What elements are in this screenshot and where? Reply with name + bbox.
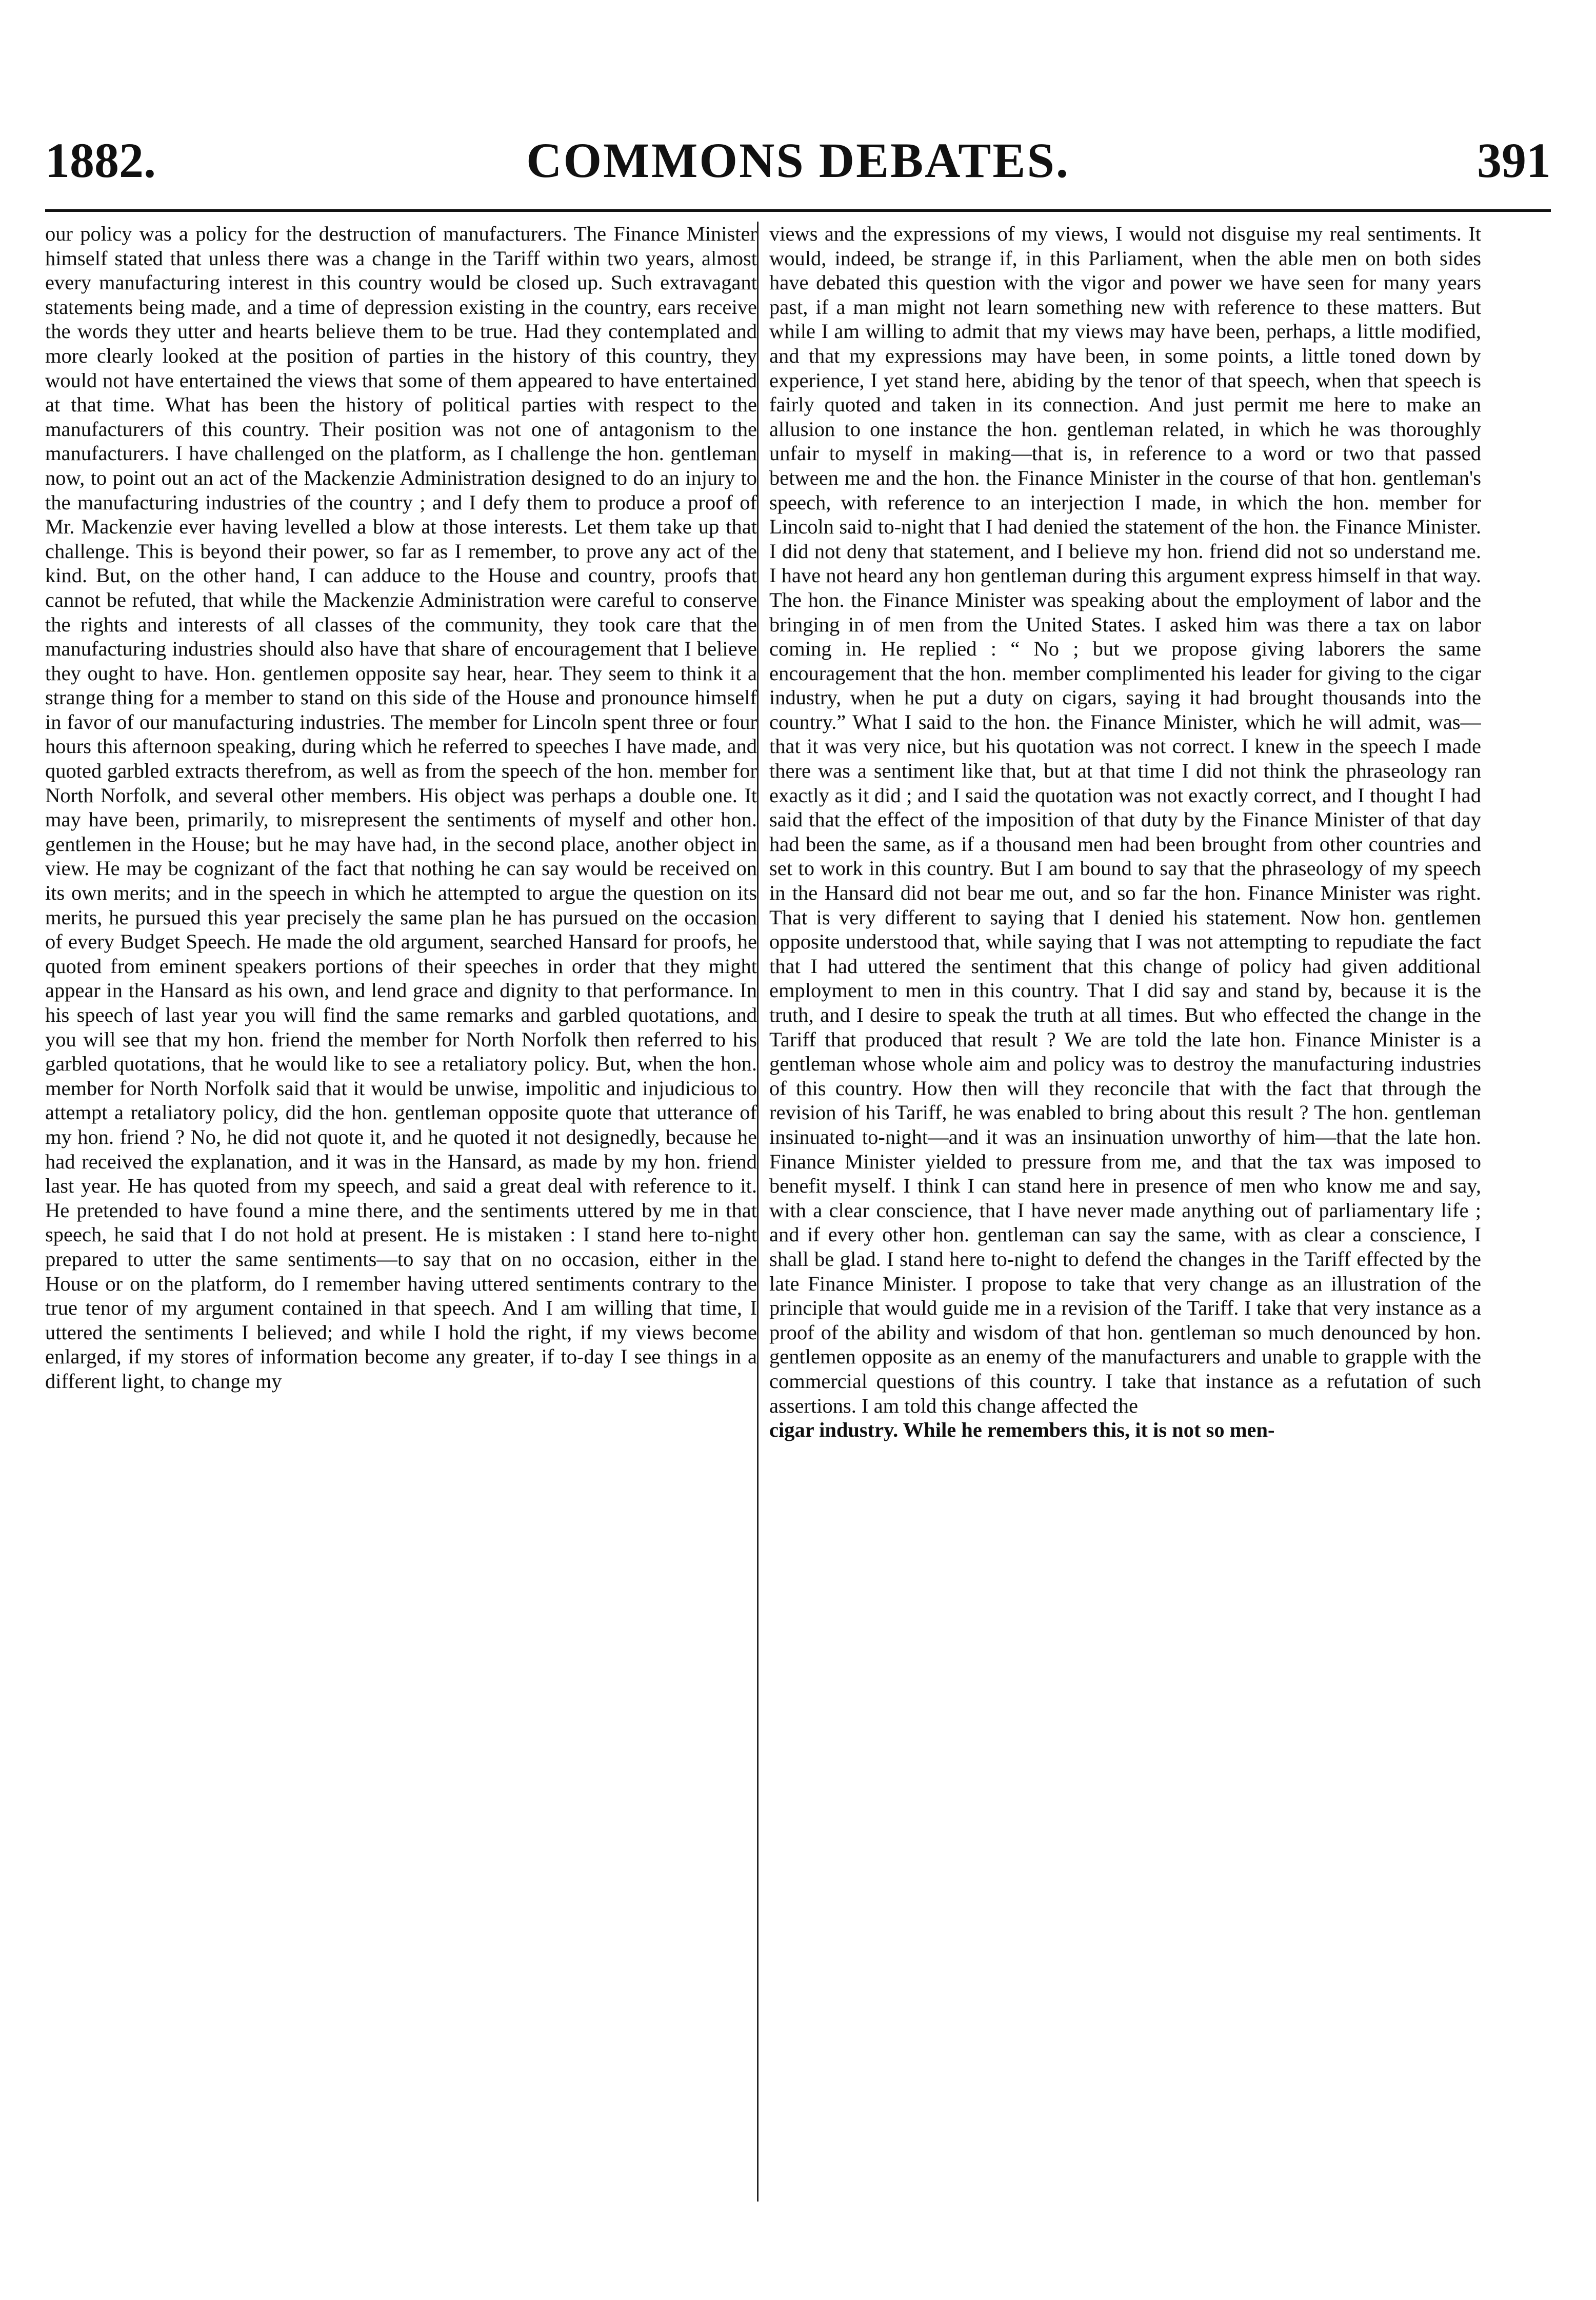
- right-column-text: views and the expressions of my views, I would not disguise my real sentiments. It would, indeed, be strange if, in this Parliament, when the able men on both sides have debated this question with the vigor and power we have seen for many years past, if a man might not learn something new with reference to these matters. But while I am willing to admit that my views may have been, perhaps, a little modified, and that my expressions may have been, in some points, a little toned down by experience, I yet stand here, abiding by the tenor of that speech, when that speech is fairly quoted and taken in its connection. And just permit me here to make an allusion to one instance the hon. gentleman related, in which he was thoroughly unfair to myself in making—that is, in reference to a word or two that passed between me and the hon. the Finance Minister in the course of that hon. gentleman's speech, with reference to an interjection I made, in which the hon. member for Lincoln said to-night that I had denied the statement of the hon. the Finance Minister. I did not deny that statement, and I believe my hon. friend did not so understand me. I have not heard any hon gentleman during this argument express himself in that way. The hon. the Finance Minister was speaking about the employment of labor and the bringing in of men from the United States. I asked him was there a tax on labor coming in. He replied : “ No ; but we propose giving laborers the same encouragement that the hon. member complimented his leader for giving to the cigar industry, when he put a duty on cigars, saying it had brought thousands into the country.” What I said to the hon. the Finance Minister, which he will admit, was—that it was very nice, but his quotation was not correct. I knew in the speech I made there was a sentiment like that, but at that time I did not think the phraseology ran exactly as it did ; and I said the quotation was not exactly correct, and I thought I had said that the effect of the imposition of that duty by the Finance Minister of that day had been the same, as if a thousand men had been brought from other countries and set to work in this country. But I am bound to say that the phraseology of my speech in the Hansard did not bear me out, and so far the hon. Finance Minister was right. That is very different to saying that I denied his statement. Now hon. gentlemen opposite understood that, while saying that I was not attempting to repudiate the fact that I had uttered the sentiment that this change of policy had given additional employment to men in this country. That I did say and stand by, because it is the truth, and I desire to speak the truth at all times. But who effected the change in the Tariff that produced that result ? We are told the late hon. Finance Minister is a gentleman whose whole aim and policy was to destroy the manufacturing industries of this country. How then will they reconcile that with the fact that through the revision of his Tariff, he was enabled to bring about this result ? The hon. gentleman insinuated to-night—and it was an insinuation unworthy of him—that the late hon. Finance Minister yielded to pressure from me, and that the tax was imposed to benefit myself. I think I can stand here in presence of men who know me and say, with a clear conscience, that I have never made anything out of parliamentary life ; and if every other hon. gentleman can say the same, with as clear a conscience, I shall be glad. I stand here to-night to defend the changes in the Tariff effected by the late Finance Minister. I propose to take that very change as an illustration of the principle that would guide me in a revision of the Tariff. I take that very instance as a proof of the ability and wisdom of that hon. gentleman so much denounced by hon. gentlemen opposite as an enemy of the manufacturers and unable to grapple with the commercial questions of this country. I take that instance as a refutation of such assertions. I am told this change affected the: [769, 222, 1481, 1417]
- page-header: [45, 132, 1551, 189]
- header-title: COMMONS DEBATES.: [526, 133, 1070, 188]
- right-column: [769, 222, 1481, 2212]
- left-column: [45, 222, 757, 2212]
- header-rule: [45, 209, 1551, 212]
- header-page-number: 391: [1477, 133, 1551, 188]
- column-divider: [757, 222, 759, 2202]
- left-column-text: our policy was a policy for the destruction of manufacturers. The Finance Minister himself stated that unless there was a change in the Tariff within two years, almost every manufacturing interest in this country would be closed up. Such extravagant statements being made, and a time of depression existing in the country, ears receive the words they utter and hearts believe them to be true. Had they contemplated and more clearly looked at the position of parties in the history of this country, they would not have entertained the views that some of them appeared to have entertained at that time. What has been the history of political parties with respect to the manufacturers of this country. Their position was not one of antagonism to the manufacturers. I have challenged on the platform, as I challenge the hon. gentleman now, to point out an act of the Mackenzie Administration designed to do an injury to the manufacturing industries of the country ; and I defy them to produce a proof of Mr. Mackenzie ever having levelled a blow at those interests. Let them take up that challenge. This is beyond their power, so far as I remember, to prove any act of the kind. But, on the other hand, I can adduce to the House and country, proofs that cannot be refuted, that while the Mackenzie Administration were careful to conserve the rights and interests of all classes of the community, they took care that the manufacturing industries should also have that share of encouragement that I believe they ought to have. Hon. gentlemen opposite say hear, hear. They seem to think it a strange thing for a member to stand on this side of the House and pronounce himself in favor of our manufacturing industries. The member for Lincoln spent three or four hours this afternoon speaking, during which he referred to speeches I have made, and quoted garbled extracts therefrom, as well as from the speech of the hon. member for North Norfolk, and several other members. His object was perhaps a double one. It may have been, primarily, to misrepresent the sentiments of myself and other hon. gentlemen in the House; but he may have had, in the second place, another object in view. He may be cognizant of the fact that nothing he can say would be received on its own merits; and in the speech in which he attempted to argue the question on its merits, he pursued this year precisely the same plan he has pursued on the occasion of every Budget Speech. He made the old argument, searched Hansard for proofs, he quoted from eminent speakers portions of their speeches in order that they might appear in the Hansard as his own, and lend grace and dignity to that performance. In his speech of last year you will find the same remarks and garbled quotations, and you will see that my hon. friend the member for North Norfolk then referred to his garbled quotations, that he would like to see a retaliatory policy. But, when the hon. member for North Norfolk said that it would be unwise, impolitic and injudicious to attempt a retaliatory policy, did the hon. gentleman opposite quote that utterance of my hon. friend ? No, he did not quote it, and he quoted it not designedly, because he had received the explanation, and it was in the Hansard, as made by my hon. friend last year. He has quoted from my speech, and said a great deal with reference to it. He pretended to have found a mine there, and the sentiments uttered by me in that speech, he said that I do not hold at present. He is mistaken : I stand here to-night prepared to utter the same sentiments—to say that on no occasion, either in the House or on the platform, do I remember having uttered sentiments contrary to the true tenor of my argument contained in that speech. And I am willing that time, I uttered the sentiments I believed; and while I hold the right, if my views become enlarged, if my stores of information become any greater, if to-day I see things in a different light, to change my: [45, 222, 757, 1393]
- right-column-last-line: cigar industry. While he remembers this, it is not so men-: [769, 1418, 1275, 1442]
- header-year: 1882.: [45, 133, 156, 188]
